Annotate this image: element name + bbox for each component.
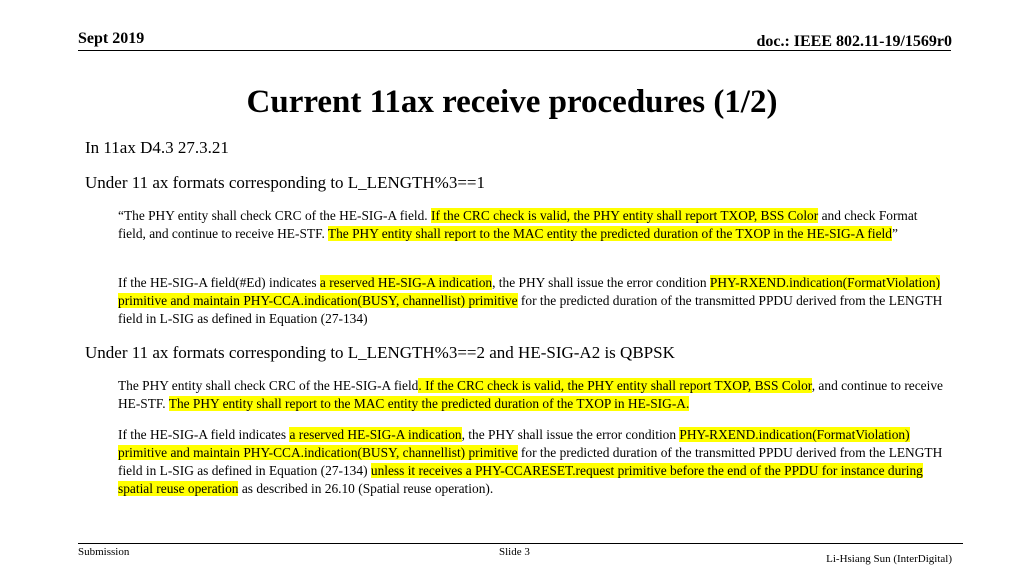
header-divider [78,50,951,51]
paragraph-text: If the HE-SIG-A field(#Ed) indicates [118,275,320,290]
highlighted-text: The PHY entity shall report to the MAC entity the predicted duration of the TXOP in the HE-SIG-A field [327,226,892,241]
section2-paragraph-2 [118,426,948,498]
highlighted-text: a reserved HE-SIG-A indication [319,275,493,290]
section1-paragraph-1 [118,207,948,243]
paragraph-text: , the PHY shall issue the error condition [461,427,680,442]
paragraph-text: If the HE-SIG-A field indicates [118,427,290,442]
footer-submission: Submission [78,546,130,558]
paragraph-text: as described in 26.10 (Spatial reuse operation). [238,481,494,496]
paragraph-text: “The PHY entity shall check CRC of the HE-SIG-A field. [118,208,432,223]
section1-heading: Under 11 ax formats corresponding to L_LENGTH%3==1 [85,173,486,192]
paragraph-text: , the PHY shall issue the error condition [492,275,710,290]
intro-text: In 11ax D4.3 27.3.21 [85,138,229,157]
section1-paragraph-2 [118,274,948,328]
highlighted-text: The PHY entity shall report to the MAC entity the predicted duration of the TXOP in HE-SIG-A. [168,396,690,411]
highlighted-text: PHY-RXEND.indication(FormatViolation) primitive and maintain PHY-CCA.indication(BUSY, channellist) primitive [118,427,910,460]
header-date: Sept 2019 [78,30,145,47]
paragraph-text: , and continue to receive HE-STF. [118,378,943,411]
highlighted-text: If the CRC check is valid, the PHY entity shall report TXOP, BSS Color [431,208,819,223]
section2-paragraph-1 [118,377,948,413]
paragraph-text: for the predicted duration of the transmitted PPDU derived from the LENGTH field in L-SIG as defined in Equation (27-134) [118,445,943,478]
slide-title: Current 11ax receive procedures (1/2) [246,84,778,120]
paragraph-text: for the predicted duration of the transmitted PPDU derived from the LENGTH field in L-SIG as defined in Equation (27-134) [118,293,943,326]
highlighted-text: . If the CRC check is valid, the PHY entity shall report TXOP, BSS Color [418,378,812,393]
footer-divider [78,543,963,544]
footer-author: Li-Hsiang Sun (InterDigital) [826,553,952,565]
highlighted-text: unless it receives a PHY-CCARESET.request primitive before the end of the PPDU for instance during spatial reuse operation [118,463,923,496]
paragraph-text: and check Format field, and continue to receive HE-STF. [118,208,918,241]
header-doc-id: doc.: IEEE 802.11-19/1569r0 [756,33,952,50]
paragraph-text: ” [891,226,898,241]
section2-heading: Under 11 ax formats corresponding to L_LENGTH%3==2 and HE-SIG-A2 is QBPSK [85,343,675,362]
highlighted-text: PHY-RXEND.indication(FormatViolation) primitive and maintain PHY-CCA.indication(BUSY, channellist) primitive [118,275,941,308]
highlighted-text: a reserved HE-SIG-A indication [289,427,462,442]
paragraph-text: The PHY entity shall check CRC of the HE-SIG-A field [118,378,419,393]
footer-slide-number: Slide 3 [499,546,530,558]
